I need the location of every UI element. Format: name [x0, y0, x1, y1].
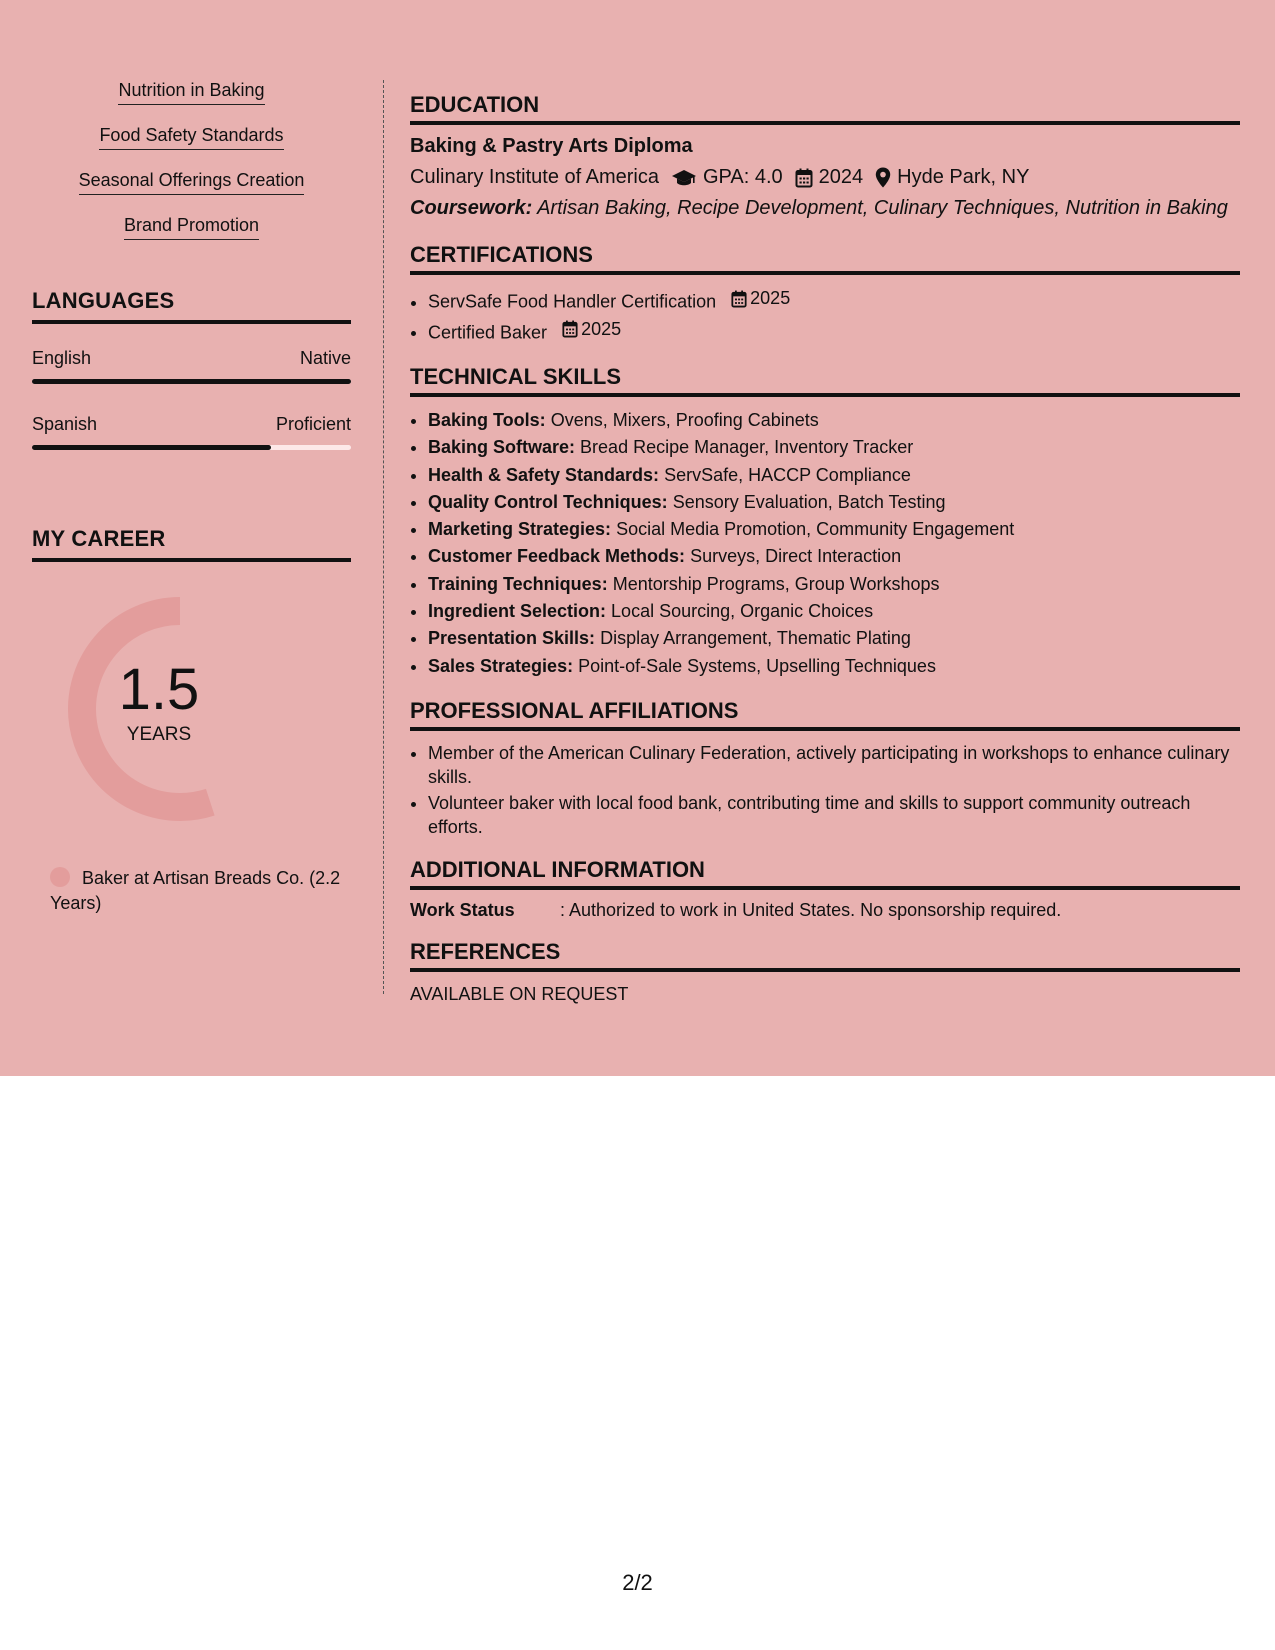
list-item — [428, 462, 1240, 489]
language-bar-fill — [32, 445, 271, 450]
references-title: REFERENCES — [410, 939, 1240, 972]
skill-value: Mentorship Programs, Group Workshops — [612, 573, 940, 594]
gpa: GPA: 4.0 — [703, 166, 783, 188]
certifications-title: CERTIFICATIONS — [410, 242, 1240, 275]
list-item — [428, 625, 1240, 652]
skill-value: Display Arrangement, Thematic Plating — [600, 628, 911, 649]
education-title: EDUCATION — [410, 92, 1240, 125]
language-name: English — [32, 348, 92, 368]
page-number: 2/2 — [622, 1570, 653, 1595]
list-item — [32, 80, 351, 109]
certifications-list — [410, 285, 1240, 346]
list-item — [428, 407, 1240, 434]
skills-list — [410, 407, 1240, 680]
skill-label: Baking Tools: — [428, 410, 546, 430]
interest-tag: Nutrition in Baking — [118, 80, 264, 105]
skill-value: Bread Recipe Manager, Inventory Tracker — [580, 437, 914, 458]
affiliations-list — [410, 741, 1240, 839]
references-section — [410, 939, 1240, 1005]
skill-label: Presentation Skills: — [428, 628, 596, 649]
list-item — [32, 125, 351, 154]
list-item — [428, 316, 1240, 347]
language-row — [32, 414, 351, 435]
career-total: 1.5 — [118, 657, 200, 722]
education-meta — [410, 166, 1240, 189]
work-status-value: : Authorized to work in United States. No sponsorship required. — [560, 899, 1062, 920]
skills-title: TECHNICAL SKILLS — [410, 364, 1240, 397]
location-pin-icon — [875, 167, 891, 188]
right-column — [410, 92, 1240, 1023]
list-item — [32, 215, 351, 244]
additional-info-section — [410, 857, 1240, 921]
certifications-section — [410, 242, 1240, 346]
language-bar-fill — [32, 379, 351, 384]
career-dot-icon — [50, 867, 70, 887]
interests-list — [32, 80, 351, 244]
language-name: Spanish — [32, 414, 98, 434]
skills-section — [410, 364, 1240, 680]
certification-date: 2025 — [750, 288, 791, 308]
list-item — [428, 434, 1240, 461]
affiliations-title: PROFESSIONAL AFFILIATIONS — [410, 698, 1240, 731]
skill-value: Ovens, Mixers, Proofing Cabinets — [550, 410, 819, 430]
interest-tag: Seasonal Offerings Creation — [79, 170, 305, 195]
language-bar — [32, 445, 351, 450]
skill-value: Surveys, Direct Interaction — [690, 546, 902, 567]
certification-date: 2025 — [581, 318, 622, 339]
certification-name: Certified Baker — [428, 322, 548, 342]
affiliations-section — [410, 698, 1240, 839]
coursework — [410, 197, 1240, 220]
references-text: AVAILABLE ON REQUEST — [410, 983, 629, 1004]
career-section — [32, 526, 351, 916]
skill-value: Point-of-Sale Systems, Upselling Techniques — [578, 655, 936, 676]
work-status-row — [410, 900, 1240, 921]
skill-label: Ingredient Selection: — [428, 601, 607, 622]
degree-name: Baking & Pastry Arts Diploma — [410, 135, 693, 157]
graduation-cap-icon — [671, 168, 697, 188]
skill-value: ServSafe, HACCP Compliance — [664, 464, 911, 485]
list-item — [32, 170, 351, 199]
calendar-icon — [795, 168, 813, 188]
skill-value: Social Media Promotion, Community Engagement — [616, 519, 1015, 540]
column-divider — [383, 80, 384, 994]
list-item — [428, 516, 1240, 543]
list-item: • Volunteer baker with local food bank, contributing time and skills to support community outreach efforts. — [428, 791, 1240, 839]
list-item — [428, 285, 1240, 316]
skill-value: Sensory Evaluation, Batch Testing — [672, 491, 946, 512]
certification-name: ServSafe Food Handler Certification — [428, 291, 717, 312]
career-title: MY CAREER — [32, 526, 351, 562]
graduation-year: 2024 — [818, 166, 864, 188]
education-section — [410, 92, 1240, 220]
language-level: Native — [299, 348, 351, 368]
list-item — [428, 571, 1240, 598]
skill-label: Training Techniques: — [428, 573, 608, 594]
skill-label: Sales Strategies: — [428, 655, 574, 676]
language-bar — [32, 379, 351, 384]
school-name: Culinary Institute of America — [410, 166, 659, 188]
coursework-label: Coursework: — [410, 197, 533, 219]
skill-value: Local Sourcing, Organic Choices — [611, 601, 874, 622]
list-item — [428, 653, 1240, 680]
skill-label: Customer Feedback Methods: — [428, 546, 686, 567]
skill-label: Baking Software: — [428, 437, 576, 458]
list-item — [428, 598, 1240, 625]
school-location: Hyde Park, NY — [897, 166, 1030, 188]
list-item: • Member of the American Culinary Federation, actively participating in workshops to enhance culinary skills. — [428, 741, 1240, 789]
work-status-label: Work Status — [410, 899, 515, 920]
skill-label: Marketing Strategies: — [428, 519, 612, 540]
languages-title: LANGUAGES — [32, 288, 351, 324]
language-level: Proficient — [275, 414, 351, 434]
career-entry-text: Baker at Artisan Breads Co. (2.2 Years) — [50, 868, 341, 913]
list-item — [428, 543, 1240, 570]
calendar-icon — [562, 320, 578, 338]
calendar-icon — [731, 290, 747, 308]
career-unit: YEARS — [126, 724, 192, 745]
left-column — [32, 80, 351, 916]
language-row — [32, 348, 351, 369]
skill-label: Health & Safety Standards: — [428, 464, 660, 485]
career-entry — [32, 866, 351, 916]
interest-tag: Food Safety Standards — [99, 125, 283, 150]
skill-label: Quality Control Techniques: — [428, 491, 668, 512]
coursework-list: Artisan Baking, Recipe Development, Culinary Techniques, Nutrition in Baking — [537, 197, 1228, 219]
interest-tag: Brand Promotion — [124, 215, 259, 240]
career-ring-chart — [32, 592, 351, 842]
additional-info-title: ADDITIONAL INFORMATION — [410, 857, 1240, 890]
languages-section — [32, 288, 351, 450]
list-item — [428, 489, 1240, 516]
